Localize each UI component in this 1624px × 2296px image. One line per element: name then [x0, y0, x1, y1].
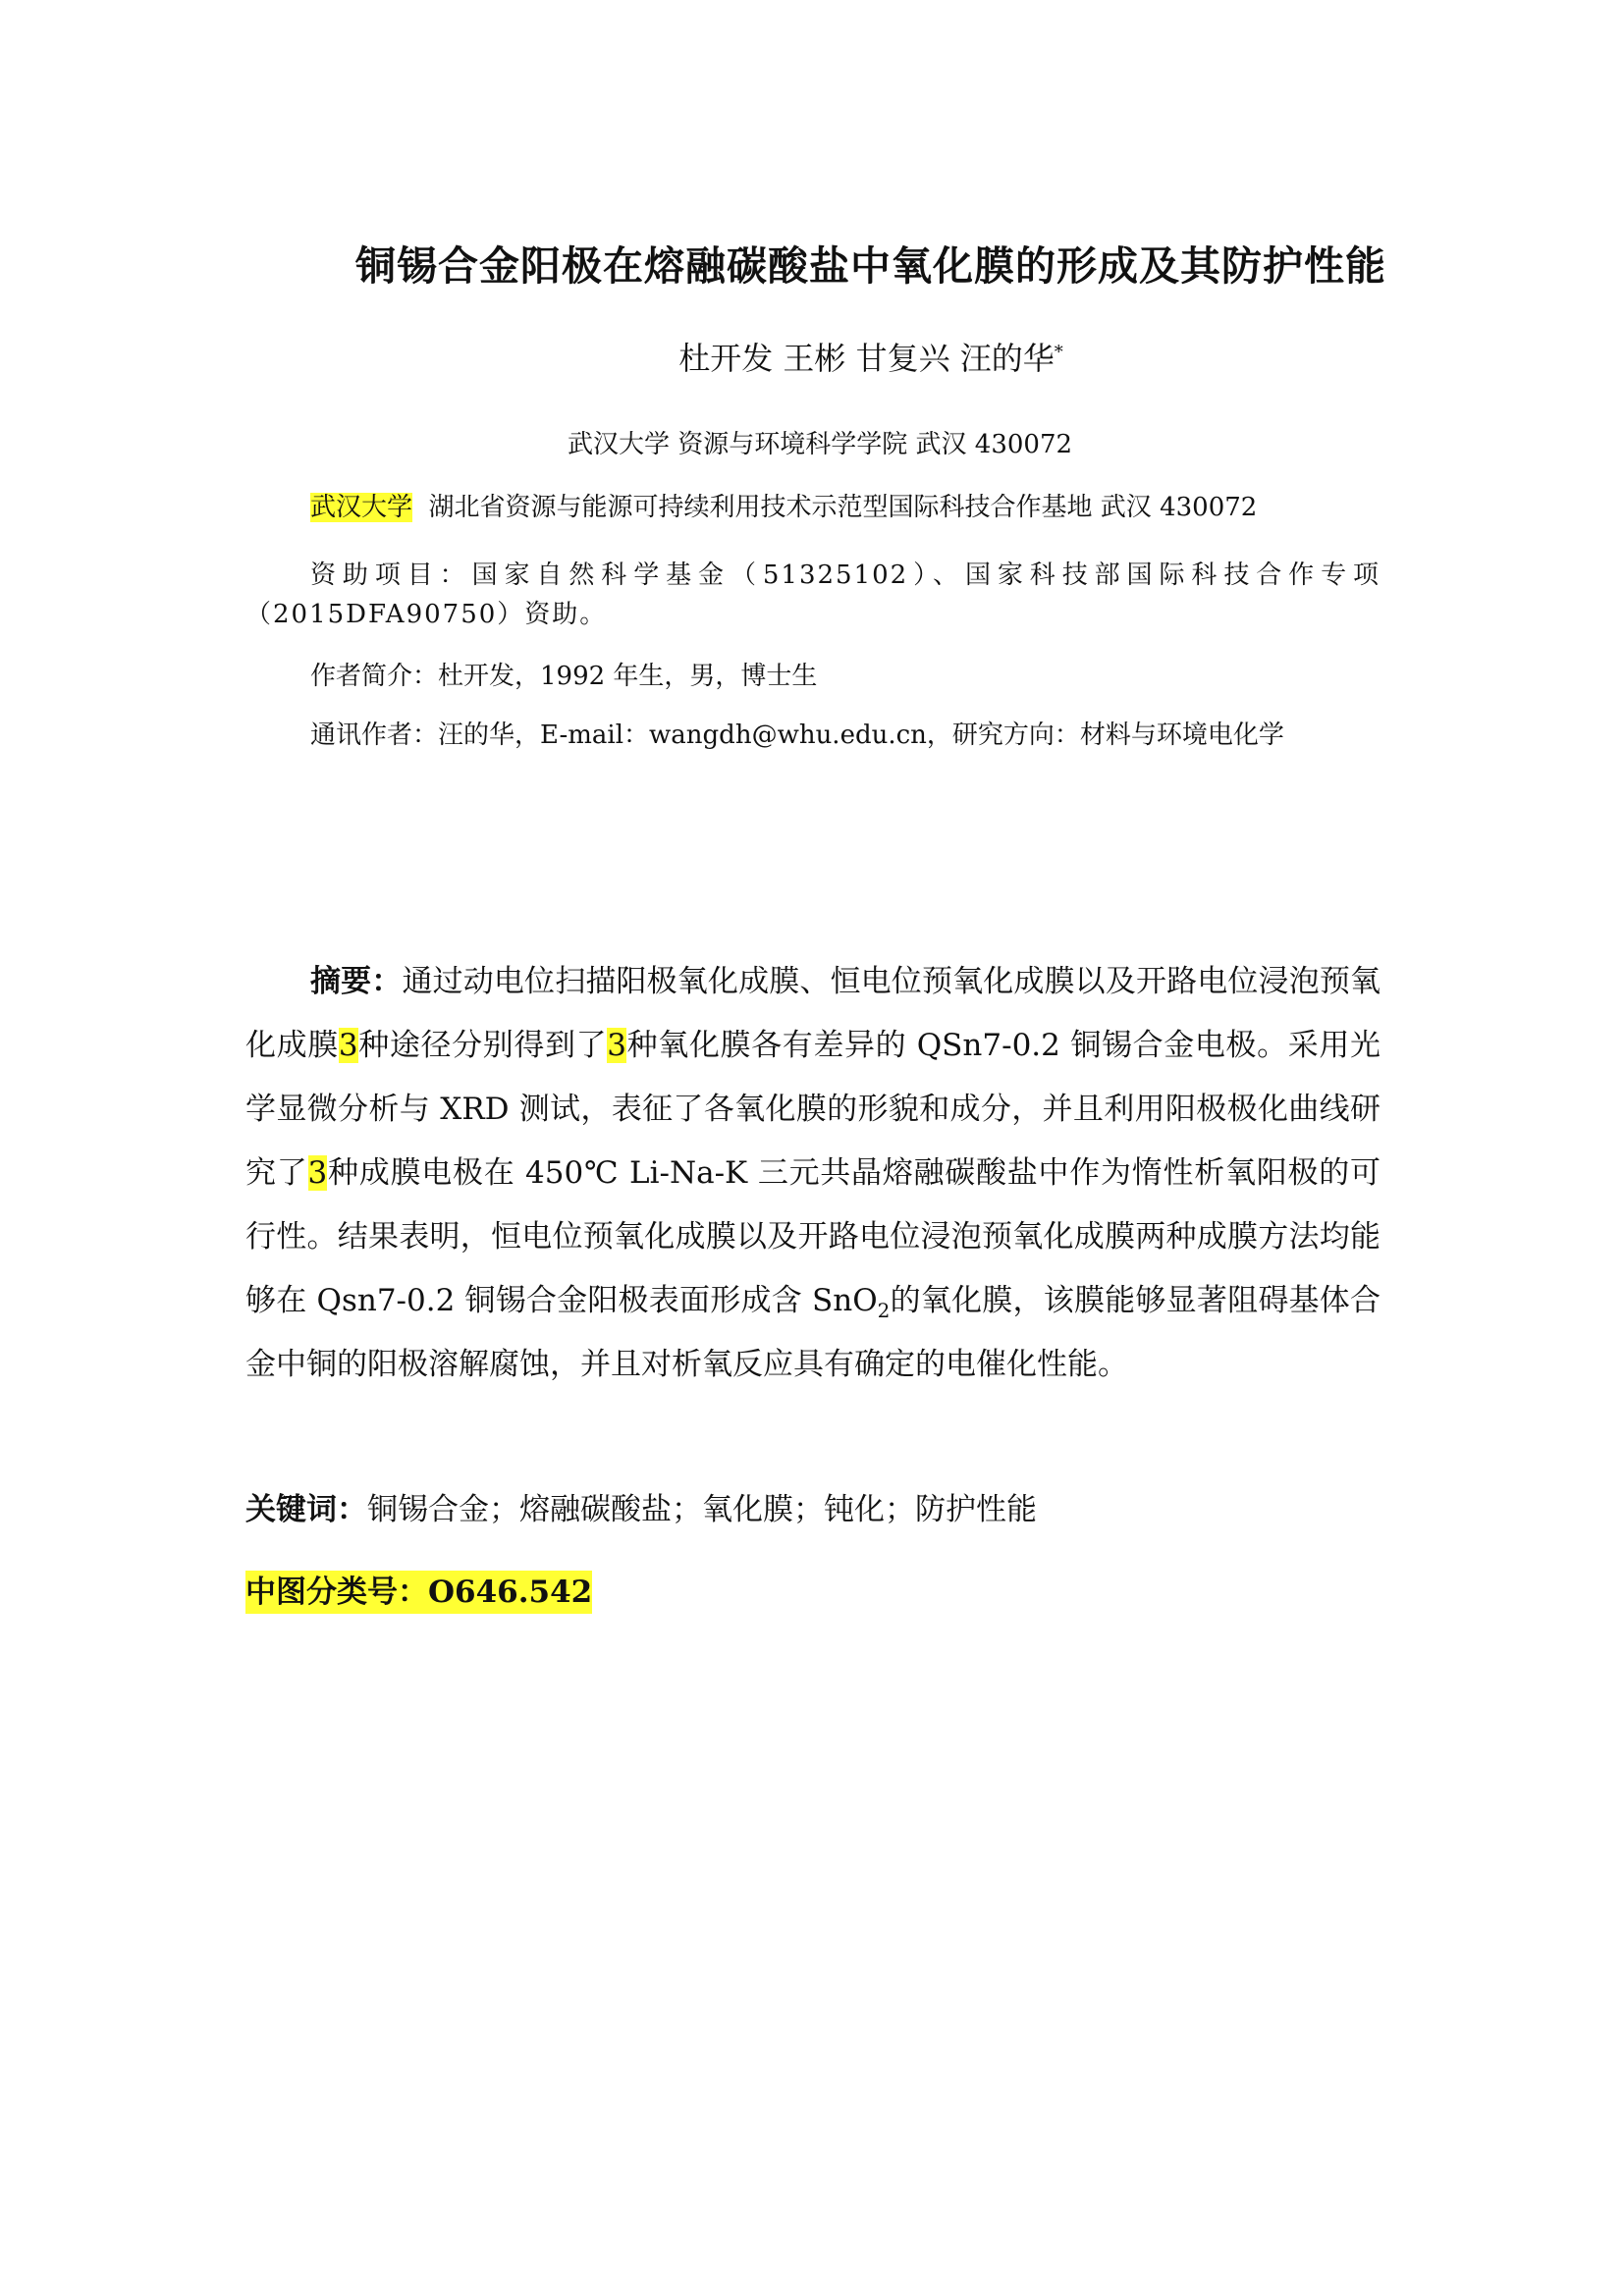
keywords-text: 铜锡合金；熔融碳酸盐；氧化膜；钝化；防护性能 — [367, 1492, 1037, 1527]
abstract — [245, 950, 1380, 1397]
affiliation-1: 武汉大学 资源与环境科学学院 武汉 430072 — [568, 430, 1073, 459]
keywords-label: 关键词： — [245, 1492, 367, 1527]
affiliation-2-rest: 湖北省资源与能源可持续利用技术示范型国际科技合作基地 武汉 430072 — [412, 493, 1258, 522]
abstract-part-1: 通过动电位扫描阳极氧化成膜、恒电位预氧化成膜以及开路电位浸泡预氧化成膜 — [245, 964, 1381, 1063]
abstract-subscript: 2 — [877, 1299, 891, 1323]
abstract-number-1: 3 — [338, 1028, 358, 1063]
classification-number — [245, 1567, 592, 1611]
paper-title: 铜锡合金阳极在熔融碳酸盐中氧化膜的形成及其防护性能 — [355, 242, 1386, 290]
affiliation-2 — [310, 487, 1257, 523]
funding-note: 资助项目：国家自然科学基金（51325102）、国家科技部国际科技合作专项（2015DFA90750）资助。 — [245, 561, 1380, 629]
classification-text: 中图分类号：O646.542 — [245, 1571, 592, 1614]
corresponding-author: 通讯作者：汪的华，E-mail：wangdh@whu.edu.cn，研究方向：材料与环境电化学 — [310, 721, 1284, 750]
authors-text: 杜开发 王彬 甘复兴 汪的华 — [678, 340, 1055, 377]
abstract-number-3: 3 — [307, 1155, 328, 1191]
abstract-part-3: 种氧化膜各有差异的 QSn7-0.2 铜锡合金电极。采用光学显微分析与 XRD 测试，表征了各氧化膜的形貌和成分，并且利用阳极极化曲线研究了 — [245, 1028, 1381, 1191]
abstract-label: 摘要： — [310, 964, 403, 999]
author-bio: 作者简介：杜开发，1992 年生，男，博士生 — [310, 662, 818, 691]
abstract-part-4: 种成膜电极在 450℃ Li-Na-K 三元共晶熔融碳酸盐中作为惰性析氧阳极的可行性。结果表明，恒电位预氧化成膜以及开路电位浸泡预氧化成膜两种成膜方法均能够在 Qsn7-0.2 铜锡合金阳极表面形成含 SnO — [245, 1155, 1381, 1318]
abstract-part-2: 种途径分别得到了 — [357, 1028, 608, 1063]
abstract-part-5: 的氧化膜，该膜能够显著阻碍基体合金中铜的阳极溶解腐蚀，并且对析氧反应具有确定的电催化性能。 — [245, 1283, 1381, 1382]
corresponding-mark: * — [1054, 342, 1063, 363]
affiliation-2-highlight: 武汉大学 — [310, 493, 413, 522]
author-list — [0, 334, 1624, 379]
abstract-number-2: 3 — [607, 1028, 627, 1063]
keywords — [245, 1484, 1037, 1528]
